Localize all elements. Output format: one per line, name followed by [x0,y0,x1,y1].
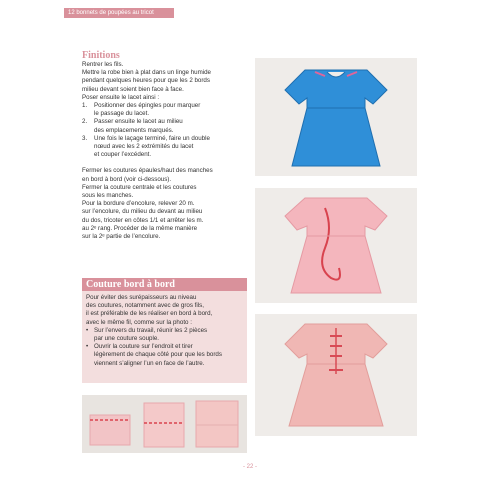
text-line: il est préférable de les réaliser en bord à bord, [86,310,213,318]
swatch-illustration [82,395,247,453]
text-line: au 2ᵉ rang. Procéder de la même manière [82,224,198,232]
step-line: Une fois le laçage terminé, faire un double [94,134,210,142]
bullet-item [86,343,243,368]
photo-3 [255,314,417,436]
header-tab: 12 bonnets de poupées au tricot [64,8,174,18]
text-line: Poser ensuite le lacet ainsi : [82,93,160,101]
bullet-mark: • [86,326,89,334]
text-line: des coutures, notamment avec de gros fils, [86,302,204,310]
text-line: Pour éviter des surépaisseurs au niveau [86,294,197,301]
finitions-heading: Finitions [82,50,120,61]
bullet-line: légèrement de chaque côté pour que les bords [94,351,222,359]
step-number: 1. [82,102,88,110]
text-line: en bord à bord (voir ci-dessous). [82,175,172,183]
couture-heading: Couture bord à bord [82,278,247,291]
blue-dress-illustration [255,58,417,176]
text-line: avec le même fil, comme sur la photo : [86,318,192,326]
dress-body [285,70,387,166]
swatch-middle [144,403,184,447]
text-line: sur la 2ᵉ partie de l’encolure. [82,233,161,241]
step-number: 3. [82,134,88,142]
finitions-section [82,50,250,241]
bullet-item [86,327,243,343]
bullet-mark: • [86,343,89,351]
text-line: Fermer les coutures épaules/haut des manches [82,167,213,175]
text-line: sur l’encolure, du milieu du devant au milieu [82,208,203,216]
text-line: sous les manches. [82,192,134,200]
pink-dress-open-illustration [255,188,417,303]
step-item [82,102,250,118]
swatch-right [196,401,238,447]
text-line: Rentrer les fils. [82,61,124,68]
text-line: pendant quelques heures pour que les 2 bords [82,77,210,85]
step-line: et couper l’excédent. [94,151,152,159]
pink-dress-laced-illustration [255,314,417,436]
photo-1 [255,58,417,176]
text-line: Mettre la robe bien à plat dans un linge humide [82,69,211,77]
step-line: le passage du lacet. [94,110,150,118]
page-number: - 22 - [242,464,257,470]
bullet-line: Ouvrir la couture sur l’endroit et tirer [94,343,193,351]
photo-2 [255,188,417,303]
text-line: Fermer la couture centrale et les coutures [82,183,197,191]
text-line: du dos, tricoter en côtes 1/1 et arrêter les m. [82,216,204,224]
step-item [82,135,250,160]
bullet-line: Sur l’envers du travail, réunir les 2 pièces [94,326,208,334]
couture-box [82,278,247,383]
step-line: des emplacements marqués. [94,126,174,134]
text-line: milieu devant soient bien face à face. [82,85,184,93]
step-number: 2. [82,118,88,126]
bullet-line: viennent s’aligner l’un en face de l’autre. [94,359,205,367]
bullet-line: par une couture souple. [94,335,160,343]
step-line: Passer ensuite le lacet au milieu [94,118,183,126]
step-item [82,118,250,134]
step-line: Positionner des épingles pour marquer [94,102,201,110]
step-line: nœud avec les 2 extrémités du lacet [94,143,194,151]
text-line: Pour la bordure d’encolure, relever 20 m. [82,200,195,208]
swatch-photo [82,395,247,453]
